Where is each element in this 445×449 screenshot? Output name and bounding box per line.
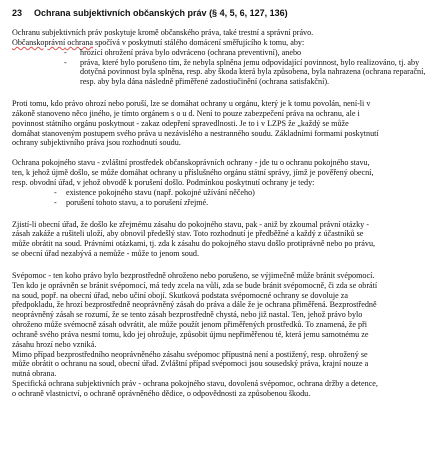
paragraph-5-line: o ochraně vlastnictví, o ochraně oprávněného dědice, o odpovědnosti za způsobenou škodu. xyxy=(12,389,311,398)
paragraph-2-line: zákoně stanoveno něco jiného, je tímto orgánem s o u d. Není to pouze zabezpečení práva na ochranu, ale i xyxy=(12,108,360,118)
paragraph-1-line-2 xyxy=(12,38,433,48)
paragraph-4-line: se obecní úřad nezabývá a nemůže - může to jenom soud. xyxy=(12,249,200,259)
section-title: Ochrana subjektivních občanských práv (§ 4, 5, 6, 127, 136) xyxy=(34,8,288,18)
paragraph-1-line-2-rest: spočívá v poskytnutí stálého domácení směřujícího k tomu, aby: xyxy=(93,37,305,47)
misspelled-word: ochrana xyxy=(65,37,93,47)
misspelled-word: Občanskoprávní xyxy=(12,37,66,47)
paragraph-5-line: Specifická ochrana subjektivních práv - ochrana pokojného stavu, dovolená svépomoc, ochrana držby a detence, xyxy=(12,379,378,389)
paragraph-3-line: ten, k jehož újmě došlo, se může domáhat ochrany u příslušného orgánu státní správy, jímž je pověřený obecní, xyxy=(12,168,374,178)
list-item: - existence pokojného stavu (např. pokojné užívání něčeho) xyxy=(54,188,433,198)
paragraph-5-line: nutná obrana. xyxy=(12,369,57,379)
paragraph-2-line: povinnost státního orgánu poskytnout - zakaz odepření spravedlnosti. Je to i v LZPS že „každý se může xyxy=(12,118,349,128)
conditions-list xyxy=(12,188,433,208)
list-item: - práva, které bylo porušeno tím, že nebyla splněna jemu odpovídající povinnost, bylo realizováno, tj. aby dotyčná povinnost byla splněna, resp. aby škoda která byla způsobena, byla nahrazena (ochrana reparační, resp. aby byla dána následně přiměřené zadostiučinění (ochrana satisfakční). xyxy=(64,58,433,88)
paragraph-2-line: ochrany subjektivního práva jsou rozhodnutí soudu. xyxy=(12,138,181,148)
paragraph-5-line: ohroženo může svémocně zásah odvrátit, ale může použít jenom přiměřených prostředků. To znamená, že při xyxy=(12,320,368,330)
paragraph-2-line: Proti tomu, kdo právo ohrozí nebo poruší, lze se domáhat ochrany u orgánu, který je k tomu povolán, není-li v xyxy=(12,99,371,109)
paragraph-5-line: ochraně svého práva nesmí tomu, kdo jej ohrožuje, způsobit újmu nepřiměřenou té, která jemu samotnému ze xyxy=(12,329,369,339)
paragraph-5-line: může obrátit o ochranu na soud, obecní úřad. Zvláštní případ svépomoci jsou sousedský práva, krajní nouze a xyxy=(12,359,369,369)
paragraph-3-line: Ochrana pokojného stavu - zvláštní prostředek občanskoprávních ochrany - jde tu o ochranu pokojného stavu, xyxy=(12,158,370,168)
paragraph-4-line: může obrátit na soud. Právními otázkami, tj. zda k zásahu do pokojného stavu došlo protiprávně nebo po právu, xyxy=(12,239,376,249)
list-item: - porušení tohoto stavu, a to porušení zřejmé. xyxy=(54,198,433,208)
paragraph-5-line: Mimo případ bezprostředního neoprávněného zásahu svépomoc přípustná není a postižený, resp. ohrožený se xyxy=(12,349,368,359)
section-number: 23 xyxy=(12,8,23,18)
paragraph-4-line: zásah zakáže a rušiteli uloží, aby obnovil předešlý stav. Toto rozhodnutí je předběžné a každý z účastníků se xyxy=(12,229,364,239)
paragraph-5-line: neoprávněný zásah se rozumí, že se tento zásah bezprostředně chystá, nebo již nastal. Ten, jehož právo bylo xyxy=(12,310,363,320)
protection-goals-list xyxy=(12,48,433,87)
list-item: - hrozící ohrožení práva bylo odvráceno (ochrana preventivní), anebo xyxy=(64,48,433,58)
paragraph-5-line: na soud, popř. na obecní úřad, nebo učiní obojí. Skutková podstata svépomocné ochrany se dovoluje za xyxy=(12,290,348,300)
paragraph-5-line: Ten kdo je oprávněn se bránit svépomocí, má tedy zcela na vůli, zda se bude bránit svépomocně, či zda se obrátí xyxy=(12,280,378,290)
paragraph-4-line: Zjistí-li obecní úřad, že došlo ke zřejmému zásahu do pokojného stavu, pak - aniž by zkoumal právní otázky - xyxy=(12,219,369,229)
paragraph-5-line: předpokladu, že hrozí bezprostředně neoprávněný zásah do práva a dále že je ochrana přiměřená. Bezprostředně xyxy=(12,300,377,310)
section-heading xyxy=(12,8,433,19)
paragraph-3-line: resp. obvodní úřad, v jehož obvodě k porušení došlo. Podmínkou poskytnutí ochrany je tedy: xyxy=(12,177,315,187)
paragraph-5-line: zásahu hrozí nebo vzniká. xyxy=(12,339,97,349)
paragraph-2-line: domáhat stanoveným postupem svého práva u nezávislého a nestranného soudu. Základními formami poskytnutí xyxy=(12,128,379,138)
paragraph-5-line: Svépomoc - ten koho právo bylo bezprostředně ohroženo nebo porušeno, se výjimečně může bránit svépomocí. xyxy=(12,270,375,280)
paragraph-1-line-1: Ochranu subjektivních práv poskytuje kromě občanského práva, také trestní a správní právo. xyxy=(12,28,314,37)
